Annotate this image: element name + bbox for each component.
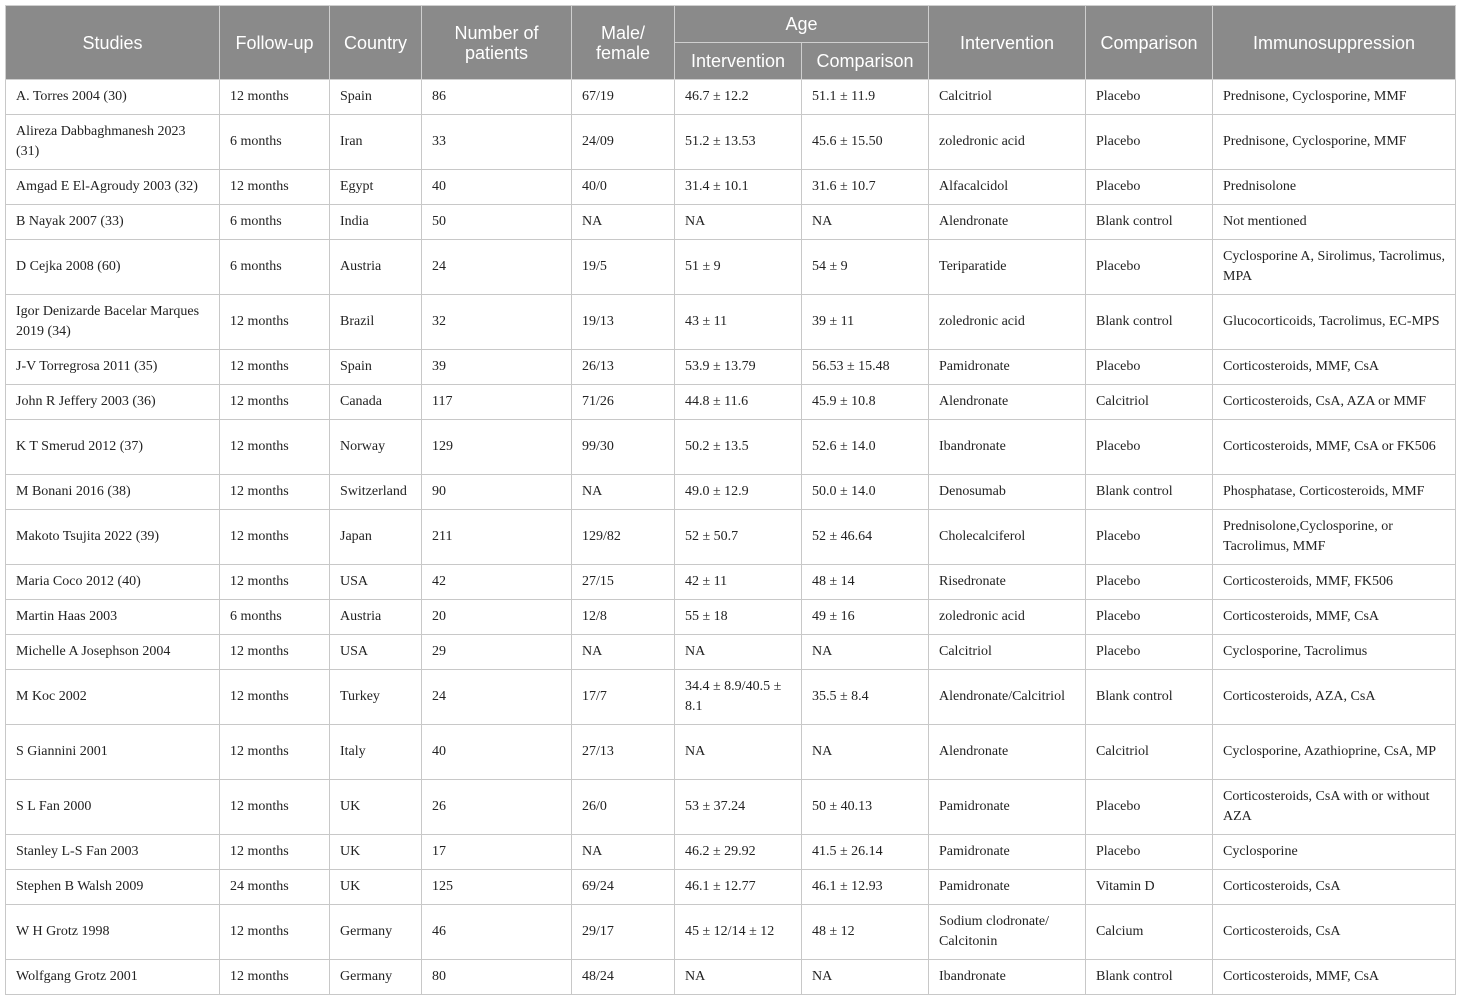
cell-followup: 12 months xyxy=(220,670,330,725)
cell-patients: 17 xyxy=(422,835,572,870)
cell-followup: 12 months xyxy=(220,80,330,115)
table-row xyxy=(6,115,1456,170)
cell-age-intervention: 50.2 ± 13.5 xyxy=(675,420,802,475)
cell-age-intervention: NA xyxy=(675,725,802,780)
cell-country: Brazil xyxy=(330,295,422,350)
cell-study: K T Smerud 2012 (37) xyxy=(6,420,220,475)
cell-comparison: Placebo xyxy=(1086,115,1213,170)
cell-comparison: Blank control xyxy=(1086,295,1213,350)
cell-study: J-V Torregrosa 2011 (35) xyxy=(6,350,220,385)
cell-comparison: Blank control xyxy=(1086,960,1213,995)
cell-followup: 12 months xyxy=(220,475,330,510)
cell-country: Germany xyxy=(330,905,422,960)
cell-patients: 29 xyxy=(422,635,572,670)
cell-sex: 40/0 xyxy=(572,170,675,205)
header-age-comparison: Comparison xyxy=(802,43,929,80)
table-row xyxy=(6,295,1456,350)
cell-age-comparison: 35.5 ± 8.4 xyxy=(802,670,929,725)
cell-age-intervention: 55 ± 18 xyxy=(675,600,802,635)
cell-study: M Bonani 2016 (38) xyxy=(6,475,220,510)
cell-followup: 12 months xyxy=(220,960,330,995)
cell-age-intervention: NA xyxy=(675,635,802,670)
cell-followup: 12 months xyxy=(220,420,330,475)
cell-age-comparison: 50.0 ± 14.0 xyxy=(802,475,929,510)
cell-sex: 12/8 xyxy=(572,600,675,635)
cell-immunosuppression: Prednisone, Cyclosporine, MMF xyxy=(1213,80,1456,115)
cell-study: M Koc 2002 xyxy=(6,670,220,725)
cell-immunosuppression: Not mentioned xyxy=(1213,205,1456,240)
cell-immunosuppression: Corticosteroids, MMF, CsA xyxy=(1213,600,1456,635)
table-row xyxy=(6,905,1456,960)
cell-patients: 26 xyxy=(422,780,572,835)
cell-patients: 117 xyxy=(422,385,572,420)
cell-patients: 42 xyxy=(422,565,572,600)
cell-immunosuppression: Phosphatase, Corticosteroids, MMF xyxy=(1213,475,1456,510)
cell-sex: 24/09 xyxy=(572,115,675,170)
cell-study: John R Jeffery 2003 (36) xyxy=(6,385,220,420)
cell-sex: NA xyxy=(572,635,675,670)
cell-sex: NA xyxy=(572,205,675,240)
table-header xyxy=(6,6,1456,80)
cell-comparison: Blank control xyxy=(1086,205,1213,240)
cell-age-intervention: 53.9 ± 13.79 xyxy=(675,350,802,385)
cell-study: S Giannini 2001 xyxy=(6,725,220,780)
cell-country: Egypt xyxy=(330,170,422,205)
cell-age-intervention: 45 ± 12/14 ± 12 xyxy=(675,905,802,960)
cell-patients: 40 xyxy=(422,725,572,780)
cell-age-intervention: 42 ± 11 xyxy=(675,565,802,600)
cell-age-intervention: 51.2 ± 13.53 xyxy=(675,115,802,170)
cell-immunosuppression: Corticosteroids, MMF, FK506 xyxy=(1213,565,1456,600)
cell-comparison: Placebo xyxy=(1086,240,1213,295)
cell-country: Spain xyxy=(330,80,422,115)
table-row xyxy=(6,205,1456,240)
cell-intervention: Pamidronate xyxy=(929,780,1086,835)
cell-age-intervention: 34.4 ± 8.9/40.5 ± 8.1 xyxy=(675,670,802,725)
cell-intervention: Cholecalciferol xyxy=(929,510,1086,565)
cell-study: Makoto Tsujita 2022 (39) xyxy=(6,510,220,565)
cell-patients: 40 xyxy=(422,170,572,205)
cell-immunosuppression: Corticosteroids, CsA with or without AZA xyxy=(1213,780,1456,835)
cell-study: W H Grotz 1998 xyxy=(6,905,220,960)
cell-followup: 12 months xyxy=(220,905,330,960)
cell-country: USA xyxy=(330,565,422,600)
cell-sex: 27/15 xyxy=(572,565,675,600)
cell-age-comparison: 56.53 ± 15.48 xyxy=(802,350,929,385)
cell-comparison: Vitamin D xyxy=(1086,870,1213,905)
cell-comparison: Placebo xyxy=(1086,635,1213,670)
cell-comparison: Placebo xyxy=(1086,835,1213,870)
cell-sex: 17/7 xyxy=(572,670,675,725)
cell-country: Spain xyxy=(330,350,422,385)
cell-intervention: Denosumab xyxy=(929,475,1086,510)
header-sex: Male/ female xyxy=(572,6,675,80)
cell-country: Austria xyxy=(330,600,422,635)
cell-age-comparison: NA xyxy=(802,960,929,995)
cell-study: D Cejka 2008 (60) xyxy=(6,240,220,295)
cell-patients: 211 xyxy=(422,510,572,565)
table-row xyxy=(6,725,1456,780)
cell-age-comparison: 48 ± 12 xyxy=(802,905,929,960)
cell-comparison: Calcium xyxy=(1086,905,1213,960)
cell-country: UK xyxy=(330,870,422,905)
cell-sex: 26/0 xyxy=(572,780,675,835)
table-row xyxy=(6,780,1456,835)
cell-followup: 12 months xyxy=(220,565,330,600)
cell-age-comparison: 52 ± 46.64 xyxy=(802,510,929,565)
cell-country: USA xyxy=(330,635,422,670)
cell-age-intervention: 31.4 ± 10.1 xyxy=(675,170,802,205)
header-patients: Number of patients xyxy=(422,6,572,80)
cell-sex: 129/82 xyxy=(572,510,675,565)
cell-comparison: Placebo xyxy=(1086,80,1213,115)
cell-patients: 50 xyxy=(422,205,572,240)
header-studies: Studies xyxy=(6,6,220,80)
cell-immunosuppression: Prednisone, Cyclosporine, MMF xyxy=(1213,115,1456,170)
cell-intervention: Sodium clodronate/ Calcitonin xyxy=(929,905,1086,960)
cell-sex: 48/24 xyxy=(572,960,675,995)
cell-immunosuppression: Prednisolone xyxy=(1213,170,1456,205)
cell-age-intervention: 46.1 ± 12.77 xyxy=(675,870,802,905)
header-comparison: Comparison xyxy=(1086,6,1213,80)
table-row xyxy=(6,635,1456,670)
cell-age-comparison: 41.5 ± 26.14 xyxy=(802,835,929,870)
table-row xyxy=(6,475,1456,510)
cell-age-intervention: 51 ± 9 xyxy=(675,240,802,295)
cell-country: Japan xyxy=(330,510,422,565)
cell-age-intervention: 49.0 ± 12.9 xyxy=(675,475,802,510)
cell-sex: 99/30 xyxy=(572,420,675,475)
table-row xyxy=(6,510,1456,565)
cell-intervention: Alendronate xyxy=(929,385,1086,420)
cell-intervention: Alendronate xyxy=(929,205,1086,240)
header-country: Country xyxy=(330,6,422,80)
cell-immunosuppression: Cyclosporine A, Sirolimus, Tacrolimus, MPA xyxy=(1213,240,1456,295)
cell-comparison: Placebo xyxy=(1086,510,1213,565)
cell-comparison: Placebo xyxy=(1086,170,1213,205)
cell-age-comparison: NA xyxy=(802,635,929,670)
cell-sex: 19/13 xyxy=(572,295,675,350)
cell-age-comparison: 54 ± 9 xyxy=(802,240,929,295)
cell-followup: 12 months xyxy=(220,635,330,670)
header-immuno: Immunosuppression xyxy=(1213,6,1456,80)
cell-study: S L Fan 2000 xyxy=(6,780,220,835)
table-row xyxy=(6,240,1456,295)
cell-immunosuppression: Corticosteroids, CsA xyxy=(1213,870,1456,905)
cell-followup: 12 months xyxy=(220,295,330,350)
cell-intervention: Calcitriol xyxy=(929,635,1086,670)
studies-table-container xyxy=(5,5,1455,995)
cell-followup: 12 months xyxy=(220,725,330,780)
cell-study: B Nayak 2007 (33) xyxy=(6,205,220,240)
cell-study: Alireza Dabbaghmanesh 2023 (31) xyxy=(6,115,220,170)
cell-intervention: Pamidronate xyxy=(929,350,1086,385)
cell-comparison: Placebo xyxy=(1086,600,1213,635)
cell-country: Italy xyxy=(330,725,422,780)
cell-intervention: Pamidronate xyxy=(929,835,1086,870)
cell-followup: 12 months xyxy=(220,385,330,420)
cell-immunosuppression: Corticosteroids, MMF, CsA xyxy=(1213,350,1456,385)
cell-followup: 6 months xyxy=(220,205,330,240)
cell-age-intervention: 46.7 ± 12.2 xyxy=(675,80,802,115)
cell-intervention: zoledronic acid xyxy=(929,295,1086,350)
table-body xyxy=(6,80,1456,995)
cell-sex: 67/19 xyxy=(572,80,675,115)
table-row xyxy=(6,420,1456,475)
cell-sex: 29/17 xyxy=(572,905,675,960)
cell-immunosuppression: Corticosteroids, MMF, CsA or FK506 xyxy=(1213,420,1456,475)
cell-followup: 6 months xyxy=(220,115,330,170)
cell-intervention: Risedronate xyxy=(929,565,1086,600)
cell-patients: 125 xyxy=(422,870,572,905)
cell-followup: 12 months xyxy=(220,780,330,835)
cell-age-comparison: 46.1 ± 12.93 xyxy=(802,870,929,905)
cell-immunosuppression: Prednisolone,Cyclosporine, or Tacrolimus, MMF xyxy=(1213,510,1456,565)
cell-followup: 12 months xyxy=(220,170,330,205)
cell-patients: 46 xyxy=(422,905,572,960)
table-row xyxy=(6,600,1456,635)
cell-age-intervention: 43 ± 11 xyxy=(675,295,802,350)
cell-age-intervention: 44.8 ± 11.6 xyxy=(675,385,802,420)
cell-patients: 39 xyxy=(422,350,572,385)
cell-immunosuppression: Cyclosporine xyxy=(1213,835,1456,870)
cell-age-comparison: 31.6 ± 10.7 xyxy=(802,170,929,205)
cell-age-comparison: 50 ± 40.13 xyxy=(802,780,929,835)
cell-country: Switzerland xyxy=(330,475,422,510)
cell-study: Igor Denizarde Bacelar Marques 2019 (34) xyxy=(6,295,220,350)
cell-followup: 12 months xyxy=(220,835,330,870)
cell-sex: 27/13 xyxy=(572,725,675,780)
cell-patients: 32 xyxy=(422,295,572,350)
cell-country: Norway xyxy=(330,420,422,475)
cell-intervention: Pamidronate xyxy=(929,870,1086,905)
cell-country: Canada xyxy=(330,385,422,420)
cell-patients: 24 xyxy=(422,240,572,295)
cell-age-comparison: NA xyxy=(802,205,929,240)
cell-immunosuppression: Cyclosporine, Azathioprine, CsA, MP xyxy=(1213,725,1456,780)
cell-comparison: Blank control xyxy=(1086,670,1213,725)
cell-sex: 69/24 xyxy=(572,870,675,905)
cell-intervention: Alendronate xyxy=(929,725,1086,780)
cell-age-comparison: 51.1 ± 11.9 xyxy=(802,80,929,115)
cell-age-comparison: NA xyxy=(802,725,929,780)
cell-followup: 12 months xyxy=(220,350,330,385)
cell-study: A. Torres 2004 (30) xyxy=(6,80,220,115)
cell-intervention: zoledronic acid xyxy=(929,600,1086,635)
header-age-intervention: Intervention xyxy=(675,43,802,80)
cell-sex: 26/13 xyxy=(572,350,675,385)
table-row xyxy=(6,385,1456,420)
cell-age-comparison: 45.9 ± 10.8 xyxy=(802,385,929,420)
cell-age-comparison: 48 ± 14 xyxy=(802,565,929,600)
table-row xyxy=(6,960,1456,995)
cell-immunosuppression: Corticosteroids, MMF, CsA xyxy=(1213,960,1456,995)
cell-comparison: Calcitriol xyxy=(1086,725,1213,780)
cell-followup: 6 months xyxy=(220,240,330,295)
cell-followup: 12 months xyxy=(220,510,330,565)
cell-sex: 71/26 xyxy=(572,385,675,420)
cell-age-intervention: NA xyxy=(675,205,802,240)
cell-intervention: Ibandronate xyxy=(929,420,1086,475)
cell-country: Turkey xyxy=(330,670,422,725)
cell-study: Stanley L-S Fan 2003 xyxy=(6,835,220,870)
cell-age-comparison: 45.6 ± 15.50 xyxy=(802,115,929,170)
cell-intervention: Teriparatide xyxy=(929,240,1086,295)
cell-sex: NA xyxy=(572,475,675,510)
table-row xyxy=(6,350,1456,385)
cell-country: UK xyxy=(330,780,422,835)
cell-intervention: zoledronic acid xyxy=(929,115,1086,170)
cell-country: Iran xyxy=(330,115,422,170)
cell-age-comparison: 52.6 ± 14.0 xyxy=(802,420,929,475)
cell-age-comparison: 49 ± 16 xyxy=(802,600,929,635)
cell-patients: 90 xyxy=(422,475,572,510)
cell-immunosuppression: Cyclosporine, Tacrolimus xyxy=(1213,635,1456,670)
cell-sex: 19/5 xyxy=(572,240,675,295)
cell-age-intervention: 53 ± 37.24 xyxy=(675,780,802,835)
cell-study: Maria Coco 2012 (40) xyxy=(6,565,220,600)
cell-immunosuppression: Corticosteroids, CsA, AZA or MMF xyxy=(1213,385,1456,420)
table-row xyxy=(6,80,1456,115)
cell-study: Amgad E El-Agroudy 2003 (32) xyxy=(6,170,220,205)
cell-comparison: Placebo xyxy=(1086,350,1213,385)
cell-comparison: Calcitriol xyxy=(1086,385,1213,420)
header-age: Age xyxy=(675,6,929,43)
cell-comparison: Placebo xyxy=(1086,780,1213,835)
header-followup: Follow-up xyxy=(220,6,330,80)
cell-age-intervention: 46.2 ± 29.92 xyxy=(675,835,802,870)
cell-study: Stephen B Walsh 2009 xyxy=(6,870,220,905)
cell-country: India xyxy=(330,205,422,240)
cell-patients: 20 xyxy=(422,600,572,635)
table-row xyxy=(6,835,1456,870)
cell-age-intervention: NA xyxy=(675,960,802,995)
studies-table xyxy=(5,5,1456,995)
cell-intervention: Ibandronate xyxy=(929,960,1086,995)
cell-country: UK xyxy=(330,835,422,870)
cell-patients: 129 xyxy=(422,420,572,475)
cell-sex: NA xyxy=(572,835,675,870)
table-row xyxy=(6,870,1456,905)
cell-intervention: Calcitriol xyxy=(929,80,1086,115)
cell-comparison: Placebo xyxy=(1086,420,1213,475)
cell-comparison: Blank control xyxy=(1086,475,1213,510)
cell-study: Martin Haas 2003 xyxy=(6,600,220,635)
cell-comparison: Placebo xyxy=(1086,565,1213,600)
table-row xyxy=(6,670,1456,725)
cell-patients: 86 xyxy=(422,80,572,115)
cell-patients: 24 xyxy=(422,670,572,725)
cell-country: Austria xyxy=(330,240,422,295)
cell-followup: 6 months xyxy=(220,600,330,635)
table-row xyxy=(6,565,1456,600)
cell-age-comparison: 39 ± 11 xyxy=(802,295,929,350)
cell-patients: 80 xyxy=(422,960,572,995)
cell-patients: 33 xyxy=(422,115,572,170)
header-intervention: Intervention xyxy=(929,6,1086,80)
cell-study: Michelle A Josephson 2004 xyxy=(6,635,220,670)
cell-immunosuppression: Corticosteroids, CsA xyxy=(1213,905,1456,960)
cell-age-intervention: 52 ± 50.7 xyxy=(675,510,802,565)
cell-intervention: Alendronate/Calcitriol xyxy=(929,670,1086,725)
cell-country: Germany xyxy=(330,960,422,995)
table-row xyxy=(6,170,1456,205)
cell-study: Wolfgang Grotz 2001 xyxy=(6,960,220,995)
cell-immunosuppression: Corticosteroids, AZA, CsA xyxy=(1213,670,1456,725)
cell-immunosuppression: Glucocorticoids, Tacrolimus, EC-MPS xyxy=(1213,295,1456,350)
cell-intervention: Alfacalcidol xyxy=(929,170,1086,205)
cell-followup: 24 months xyxy=(220,870,330,905)
